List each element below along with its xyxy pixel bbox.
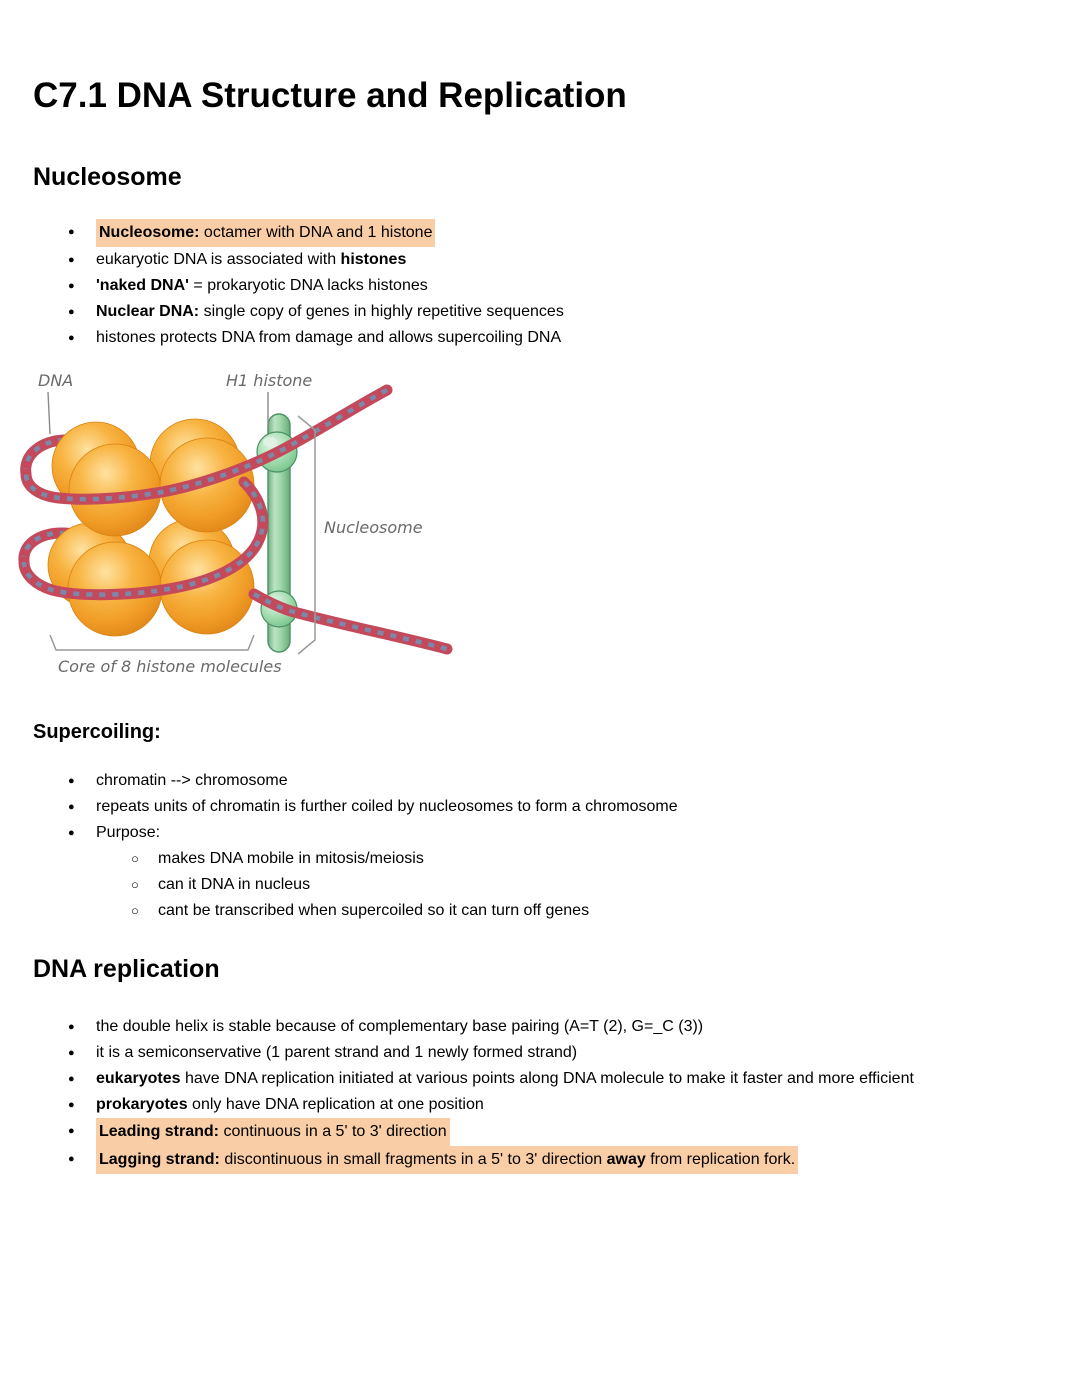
disc-bullet-marker: ●: [68, 775, 75, 787]
bullet-text: 'naked DNA' = prokaryotic DNA lacks histones: [96, 277, 428, 294]
disc-bullet-marker: ●: [68, 1125, 75, 1137]
disc-bullet-marker: ●: [68, 801, 75, 813]
bullet-item: [33, 325, 1026, 351]
disc-bullet-marker: ●: [68, 1073, 75, 1085]
disc-bullet-marker: ●: [68, 280, 75, 292]
section-heading-supercoiling: Supercoiling:: [33, 721, 161, 743]
bullet-text: chromatin --> chromosome: [96, 772, 288, 789]
bullet-text: prokaryotes only have DNA replication at one position: [96, 1096, 484, 1113]
bullet-item: [33, 1040, 1026, 1066]
disc-bullet-marker: ●: [68, 254, 75, 266]
bullet-item: [33, 273, 1026, 299]
bullet-item: [33, 247, 1026, 273]
circle-bullet-marker: ○: [131, 851, 139, 866]
nucleosome-label: Nucleosome: [324, 518, 423, 537]
bullet-text: repeats units of chromatin is further coiled by nucleosomes to form a chromosome: [96, 798, 678, 815]
core-bracket: [50, 635, 254, 650]
bullet-text: Nuclear DNA: single copy of genes in highly repetitive sequences: [96, 303, 564, 320]
disc-bullet-marker: ●: [68, 1047, 75, 1059]
bullet-item: [33, 299, 1026, 325]
bullet-item: [33, 1118, 1026, 1146]
bullet-text: cant be transcribed when supercoiled so it can turn off genes: [158, 902, 590, 919]
bullet-text: eukaryotic DNA is associated with histones: [96, 251, 407, 268]
bullet-item: [33, 1146, 1026, 1174]
disc-bullet-marker: ●: [68, 306, 75, 318]
histone-core-spheres: [48, 419, 254, 636]
disc-bullet-marker: ●: [68, 332, 75, 344]
section-heading-nucleosome: Nucleosome: [33, 163, 182, 191]
dna-replication-bullet-list: [33, 1014, 1026, 1174]
nucleosome-bullet-list: [33, 219, 1026, 351]
bullet-item: [33, 820, 1026, 846]
nucleosome-diagram: [10, 370, 460, 682]
page-title: C7.1 DNA Structure and Replication: [33, 76, 627, 115]
bullet-text: can it DNA in nucleus: [158, 876, 311, 893]
bullet-text: eukaryotes have DNA replication initiated at various points along DNA molecule to make it faster and more efficient: [96, 1070, 914, 1087]
h1-histone-label: H1 histone: [226, 371, 313, 390]
section-heading-dna-replication: DNA replication: [33, 955, 220, 983]
sub-bullet-item: [33, 846, 1026, 872]
nucleosome-figure: [10, 370, 460, 682]
bullet-item: [33, 1014, 1026, 1040]
supercoiling-bullet-list: [33, 768, 1026, 924]
bullet-text: the double helix is stable because of complementary base pairing (A=T (2), G=_C (3)): [96, 1018, 704, 1035]
bullet-text: makes DNA mobile in mitosis/meiosis: [158, 850, 424, 867]
circle-bullet-marker: ○: [131, 903, 139, 918]
bullet-item: [33, 1066, 1026, 1092]
bullet-text: it is a semiconservative (1 parent strand and 1 newly formed strand): [96, 1044, 578, 1061]
highlighted-bullet-text: Lagging strand: discontinuous in small fragments in a 5' to 3' direction away from replication fork.: [96, 1146, 798, 1174]
bullet-item: [33, 1092, 1026, 1118]
dna-label-leader-line: [48, 392, 50, 434]
disc-bullet-marker: ●: [68, 1153, 75, 1165]
highlighted-bullet-text: Nucleosome: octamer with DNA and 1 histone: [96, 219, 435, 247]
disc-bullet-marker: ●: [68, 226, 75, 238]
sub-bullet-item: [33, 898, 1026, 924]
dna-label: DNA: [38, 371, 74, 390]
highlighted-bullet-text: Leading strand: continuous in a 5' to 3' direction: [96, 1118, 450, 1146]
circle-bullet-marker: ○: [131, 877, 139, 892]
sub-bullet-item: [33, 872, 1026, 898]
disc-bullet-marker: ●: [68, 1099, 75, 1111]
bead-highlight: [263, 437, 277, 447]
bullet-text: histones protects DNA from damage and allows supercoiling DNA: [96, 329, 562, 346]
core-label: Core of 8 histone molecules: [58, 657, 282, 676]
disc-bullet-marker: ●: [68, 1021, 75, 1033]
bullet-item: [33, 219, 1026, 247]
disc-bullet-marker: ●: [68, 827, 75, 839]
bullet-text: Purpose:: [96, 824, 161, 841]
bullet-item: [33, 794, 1026, 820]
bullet-item: [33, 768, 1026, 794]
